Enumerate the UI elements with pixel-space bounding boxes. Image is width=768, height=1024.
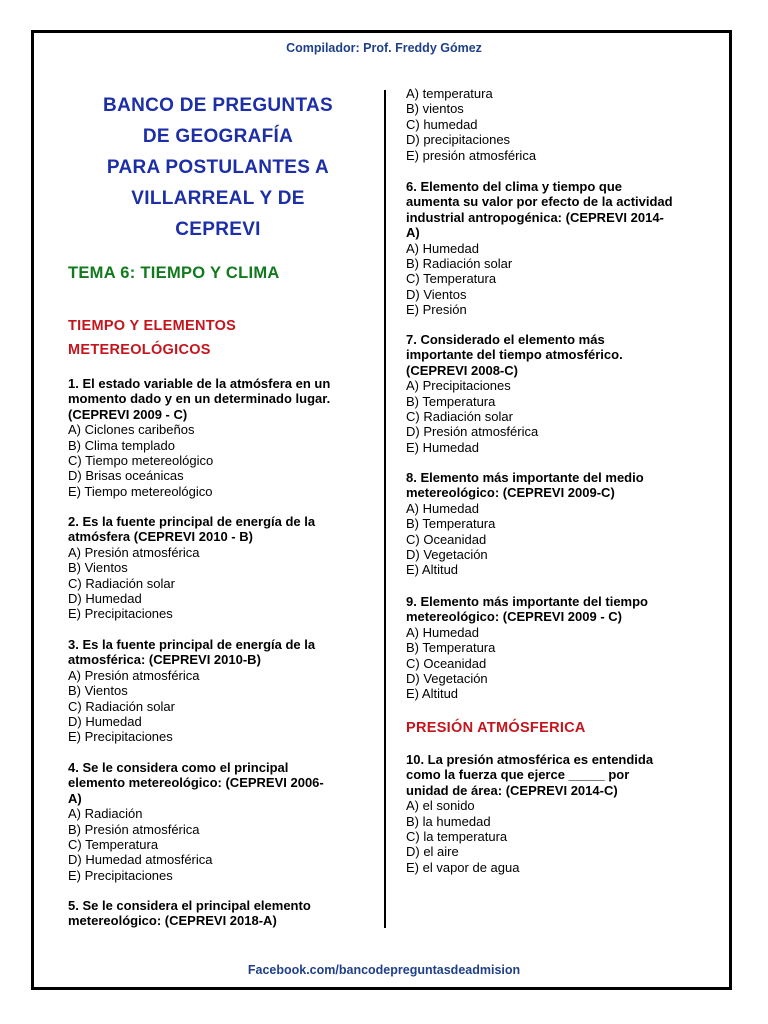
question-stem-line: A) xyxy=(406,225,420,241)
question-stem-line: (CEPREVI 2008-C) xyxy=(406,362,518,378)
answer-option: C) Radiación solar xyxy=(406,409,513,425)
answer-option: E) Altitud xyxy=(406,686,459,702)
answer-option: B) Temperatura xyxy=(406,640,496,656)
answer-option: D) Humedad atmosférica xyxy=(68,852,213,868)
answer-option: B) vientos xyxy=(406,101,464,117)
question-2 xyxy=(68,514,315,622)
title-line: PARA POSTULANTES A xyxy=(106,157,330,178)
question-stem-line: importante del tiempo atmosférico. xyxy=(406,347,623,363)
question-stem-line: 4. Se le considera como el principal xyxy=(68,760,289,775)
question-stem-line: atmósfera (CEPREVI 2010 - B) xyxy=(68,529,253,545)
answer-option: C) Temperatura xyxy=(406,271,497,287)
question-1 xyxy=(68,376,330,499)
question-stem-line: A) xyxy=(68,790,82,806)
answer-option: A) el sonido xyxy=(406,798,475,814)
question-stem-line: momento dado y en un determinado lugar. xyxy=(68,391,331,407)
answer-option: D) Humedad xyxy=(68,591,142,607)
answer-option: D) el aire xyxy=(406,844,459,860)
question-stem-line: 3. Es la fuente principal de energía de la xyxy=(68,637,316,652)
question-3 xyxy=(68,637,315,745)
title-line: DE GEOGRAFÍA xyxy=(142,126,294,147)
answer-option: A) Presión atmosférica xyxy=(68,544,200,560)
answer-option: B) Clima templado xyxy=(68,437,175,453)
answer-option: A) Ciclones caribeños xyxy=(68,422,195,438)
answer-option: A) Precipitaciones xyxy=(406,378,511,394)
question-7 xyxy=(406,332,623,455)
question-4 xyxy=(68,760,324,883)
answer-option: D) Vegetación xyxy=(406,547,488,563)
answer-option: B) Vientos xyxy=(68,683,128,699)
question-stem-line: industrial antropogénica: (CEPREVI 2014- xyxy=(406,209,664,225)
answer-option: D) Vegetación xyxy=(406,671,488,687)
answer-option: D) precipitaciones xyxy=(406,132,511,148)
answer-option: D) Humedad xyxy=(68,714,142,730)
answer-option: B) Temperatura xyxy=(406,393,496,409)
title-line: CEPREVI xyxy=(175,219,261,240)
section-heading-presion: PRESIÓN ATMÓSFERICA xyxy=(406,720,586,736)
answer-option: C) humedad xyxy=(406,116,478,132)
answer-option: D) Presión atmosférica xyxy=(406,424,539,440)
answer-option: E) presión atmosférica xyxy=(406,147,537,163)
answer-option: C) Temperatura xyxy=(68,837,159,853)
answer-option: C) Oceanidad xyxy=(406,531,487,547)
question-stem-line: metereológico: (CEPREVI 2018-A) xyxy=(68,913,277,929)
answer-option: C) Oceanidad xyxy=(406,655,487,671)
question-stem-line: 2. Es la fuente principal de energía de la xyxy=(68,514,316,529)
section-heading-tiempo xyxy=(68,314,236,362)
answer-option: E) Precipitaciones xyxy=(68,867,173,883)
answer-option: E) el vapor de agua xyxy=(406,859,520,875)
answer-option: A) Presión atmosférica xyxy=(68,667,200,683)
answer-option: A) Humedad xyxy=(406,240,479,256)
answer-option: C) Radiación solar xyxy=(68,698,175,714)
answer-option: A) Humedad xyxy=(406,500,479,516)
answer-option: E) Humedad xyxy=(406,439,479,455)
answer-option: E) Altitud xyxy=(406,562,459,578)
answer-option: E) Precipitaciones xyxy=(68,606,173,622)
question-stem-line: 6. Elemento del clima y tiempo que xyxy=(406,179,623,194)
answer-option: B) Vientos xyxy=(68,560,128,576)
question-5-options xyxy=(406,86,536,163)
answer-option: B) la humedad xyxy=(406,813,491,829)
answer-option: C) la temperatura xyxy=(406,829,508,845)
question-stem-line: 7. Considerado el elemento más xyxy=(406,332,605,347)
answer-option: C) Tiempo metereológico xyxy=(68,453,214,469)
question-stem-line: aumenta su valor por efecto de la actividad xyxy=(406,194,673,210)
compiler-credit: Compilador: Prof. Freddy Gómez xyxy=(286,41,482,55)
question-stem-line: 8. Elemento más importante del medio xyxy=(406,470,644,485)
column-divider xyxy=(384,90,386,928)
section-heading-line: TIEMPO Y ELEMENTOS xyxy=(68,318,237,334)
answer-option: B) Temperatura xyxy=(406,516,496,532)
answer-option: B) Presión atmosférica xyxy=(68,821,200,837)
answer-option: E) Precipitaciones xyxy=(68,729,173,745)
question-5 xyxy=(68,898,311,929)
question-stem-line: metereológico: (CEPREVI 2009 - C) xyxy=(406,609,622,625)
answer-option: A) temperatura xyxy=(406,86,493,101)
answer-option: E) Presión xyxy=(406,302,467,318)
footer-link[interactable]: Facebook.com/bancodepreguntasdeadmision xyxy=(247,963,521,977)
question-10 xyxy=(406,752,653,875)
topic-heading: TEMA 6: TIEMPO Y CLIMA xyxy=(68,264,280,282)
question-stem-line: 10. La presión atmosférica es entendida xyxy=(406,752,654,767)
title-line: BANCO DE PREGUNTAS xyxy=(103,95,333,116)
document-title xyxy=(68,90,368,245)
question-stem-line: (CEPREVI 2009 - C) xyxy=(68,406,188,422)
section-heading-line: METEREOLÓGICOS xyxy=(68,342,211,358)
question-stem-line: elemento metereológico: (CEPREVI 2006- xyxy=(68,775,324,791)
question-8 xyxy=(406,470,644,578)
question-stem-line: unidad de área: (CEPREVI 2014-C) xyxy=(406,782,618,798)
question-stem-line: atmosférica: (CEPREVI 2010-B) xyxy=(68,652,261,668)
question-stem-line: 9. Elemento más importante del tiempo xyxy=(406,594,648,609)
question-6 xyxy=(406,179,673,318)
question-9 xyxy=(406,594,648,702)
question-stem-line: 1. El estado variable de la atmósfera en un xyxy=(68,376,331,391)
answer-option: D) Vientos xyxy=(406,286,467,302)
question-stem-line: como la fuerza que ejerce _____ por xyxy=(406,767,630,783)
answer-option: C) Radiación solar xyxy=(68,575,175,591)
answer-option: A) Radiación xyxy=(68,806,143,822)
answer-option: B) Radiación solar xyxy=(406,256,513,272)
title-line: VILLARREAL Y DE xyxy=(131,188,305,209)
answer-option: A) Humedad xyxy=(406,624,479,640)
answer-option: E) Tiempo metereológico xyxy=(68,483,213,499)
question-stem-line: metereológico: (CEPREVI 2009-C) xyxy=(406,485,615,501)
answer-option: D) Brisas oceánicas xyxy=(68,468,184,484)
question-stem-line: 5. Se le considera el principal elemento xyxy=(68,898,311,913)
